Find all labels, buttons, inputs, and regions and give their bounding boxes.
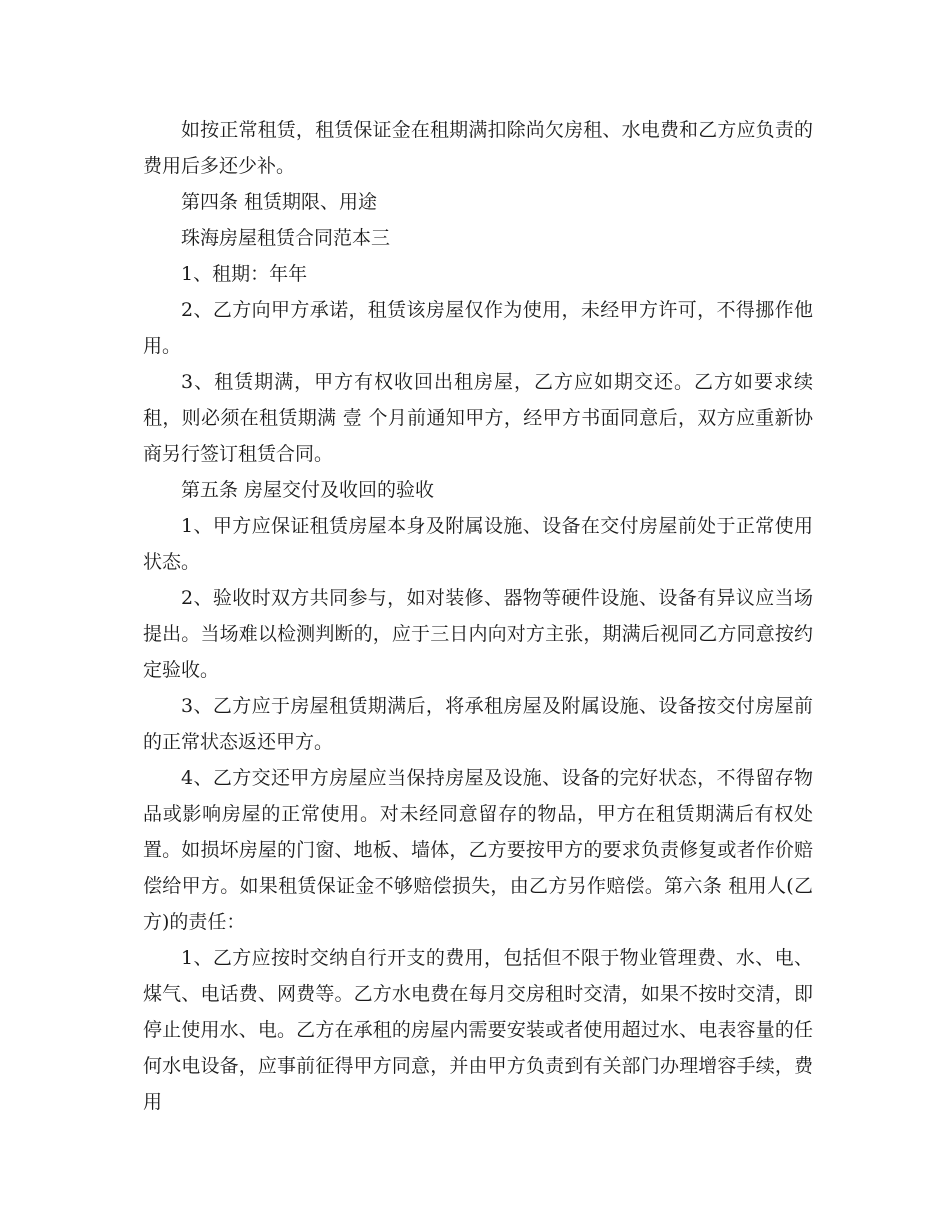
paragraph-return-obligations: 4、乙方交还甲方房屋应当保持房屋及设施、设备的完好状态，不得留存物品或影响房屋的正常使用。对未经同意留存的物品，甲方在租赁期满后有权处置。如损坏房屋的门窗、地板、墙体，乙方要按甲方的要求负责修复或者作价赔偿给甲方。如果租赁保证金不够赔偿损失，由乙方另作赔偿。第六条 租用人(乙方)的责任：: [143, 767, 813, 933]
paragraph-return-condition: 3、乙方应于房屋租赁期满后，将承租房屋及附属设施、设备按交付房屋前的正常状态返还甲方。: [143, 695, 813, 753]
paragraph-template-title: 珠海房屋租赁合同范本三: [181, 227, 391, 249]
paragraph-tenant-fees: 1、乙方应按时交纳自行开支的费用，包括但不限于物业管理费、水、电、煤气、电话费、网费等。乙方水电费在每月交房租时交清，如果不按时交清，即停止使用水、电。乙方在承租的房屋内需要安装或者使用超过水、电表容量的任何水电设备，应事前征得甲方同意，并由甲方负责到有关部门办理增容手续，费用: [143, 947, 813, 1113]
paragraph-deposit-settlement: 如按正常租赁，租赁保证金在租期满扣除尚欠房租、水电费和乙方应负责的费用后多还少补。: [143, 119, 813, 177]
paragraph-joint-inspection: 2、验收时双方共同参与，如对装修、器物等硬件设施、设备有异议应当场提出。当场难以检测判断的，应于三日内向对方主张，期满后视同乙方同意按约定验收。: [143, 587, 813, 681]
paragraph-lease-term: 1、租期：年年: [181, 263, 308, 285]
heading-article-5: 第五条 房屋交付及收回的验收: [181, 479, 435, 501]
paragraph-renewal: 3、租赁期满，甲方有权收回出租房屋，乙方应如期交还。乙方如要求续租，则必须在租赁期满 壹 个月前通知甲方，经甲方书面同意后，双方应重新协商另行签订租赁合同。: [143, 371, 813, 465]
document-body: [143, 112, 813, 1120]
paragraph-usage-promise: 2、乙方向甲方承诺，租赁该房屋仅作为使用，未经甲方许可，不得挪作他用。: [143, 299, 813, 357]
paragraph-delivery-condition: 1、甲方应保证租赁房屋本身及附属设施、设备在交付房屋前处于正常使用状态。: [143, 515, 813, 573]
heading-article-4: 第四条 租赁期限、用途: [181, 191, 378, 213]
